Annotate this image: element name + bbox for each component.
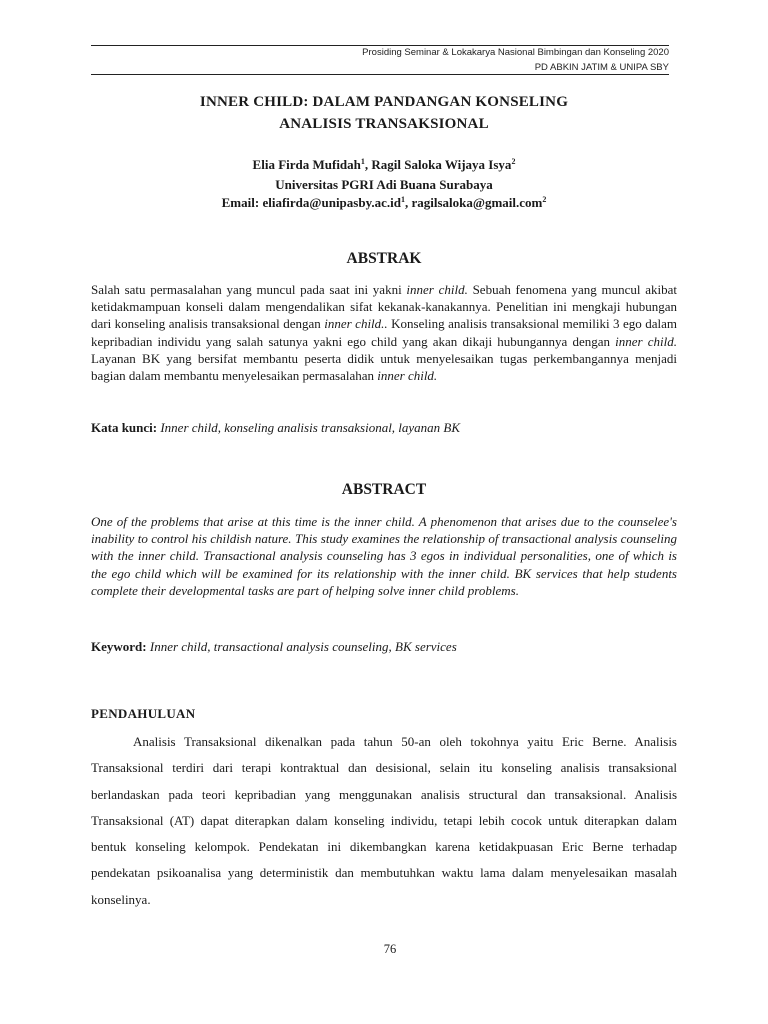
- header-proceedings-title: Prosiding Seminar & Lokakarya Nasional Bimbingan dan Konseling 2020: [362, 47, 669, 58]
- abstrak-italic-2: inner child..: [324, 316, 388, 332]
- paper-title-line-1: INNER CHILD: DALAM PANDANGAN KONSELING: [199, 94, 569, 110]
- abstract-paragraph: One of the problems that arise at this time is the inner child. A phenomenon that arises due to the counselee's inability to control his childish nature. This study examines the relationship of transactional analysis counseling with the inner child. Transactional analysis counseling has 3 egos in individual personalities, one of which is the ego child which will be examined for its relationship with the inner child. BK services that help students complete their developmental tasks are part of helping solve inner child problems.: [91, 514, 677, 598]
- affiliation: Universitas PGRI Adi Buana Surabaya: [275, 177, 493, 192]
- abstrak-italic-3: inner child.: [615, 333, 678, 349]
- email-1[interactable]: eliafirda@unipasby.ac.id: [262, 195, 401, 210]
- email-line: Email: $eliafirda@unipasby.ac.id^1$, ragilsaloka@gmail.com$^2$: [221, 195, 547, 210]
- header-publisher: PD ABKIN JATIM & UNIPA SBY: [534, 62, 669, 73]
- keyword: [91, 638, 677, 655]
- abstrak-text-1: Salah satu permasalahan yang muncul pada saat ini yakni: [91, 282, 407, 297]
- header-bottom-rule: [91, 74, 669, 75]
- abstrak-text-3: Konseling analisis transaksional memiliki 3 ego dalam kepribadian individu yang salah satunya yakni ego child yang akan dikaji hubungannya dengan: [91, 316, 678, 349]
- abstrak-italic-4: inner child.: [377, 368, 438, 384]
- keyword-label: Keyword:: [91, 639, 147, 654]
- abstrak-italic-1: inner child.: [406, 282, 468, 297]
- author-2-sup: 2: [511, 157, 516, 166]
- author-1-sup: 1: [360, 157, 365, 166]
- abstrak-text-2: Sebuah fenomena yang muncul akibat ketidakmampuan konseli dalam mengendalikan sifat kekanak-kanakannya. Penelitian ini mengkaji hubungan dari konseling analisis transaksional dengan: [91, 282, 678, 332]
- kata-kunci-text: Inner child, konseling analisis transaksional, layanan BK: [157, 420, 461, 435]
- author-1: Elia Firda Mufidah: [252, 157, 361, 172]
- kata-kunci-label: Kata kunci:: [91, 420, 158, 435]
- abstrak-text-4: Layanan BK yang bersifat membantu peserta didik untuk menyelesaikan tugas perkembangannya menjadi bagian dalam membantu menyelesaikan permasalahan: [91, 350, 677, 384]
- email-1-sup: 1: [400, 195, 405, 204]
- author-2: Ragil Saloka Wijaya Isya: [371, 157, 512, 172]
- abstrak-heading: ABSTRAK: [346, 250, 422, 267]
- abstrak-paragraph: [91, 281, 677, 384]
- email-2[interactable]: ragilsaloka@gmail.com: [411, 195, 543, 210]
- author-separator: ,: [364, 157, 372, 172]
- paper-title-line-2: ANALISIS TRANSAKSIONAL: [279, 116, 489, 132]
- header-top-rule: [91, 45, 669, 46]
- kata-kunci: [91, 419, 677, 436]
- email-2-sup: 2: [542, 195, 547, 204]
- pendahuluan-paragraph: Analisis Transaksional dikenalkan pada tahun 50-an oleh tokohnya yaitu Eric Berne. Analisis Transaksional terdiri dari terapi kontraktual dan desisional, selain itu konseling analisis transaksional berlandaskan pada teori kepribadian yang menggunakan analisis structural dan transaksional. Analisis Transaksional (AT) dapat diterapkan dalam konseling individu, tetapi lebih cocok untuk diterapkan dalam bentuk konseling kelompok. Pendekatan ini dikembangkan karena ketidakpuasan Eric Berne terhadap pendekatan psikoanalisa yang deterministik dan membutuhkan waktu lama dalam menyelesaikan masalah konselinya.: [91, 734, 677, 907]
- author-line: [91, 155, 677, 174]
- pendahuluan-heading: PENDAHULUAN: [91, 706, 196, 721]
- page-number: 76: [383, 942, 397, 956]
- keyword-text: Inner child, transactional analysis counseling, BK services: [146, 639, 457, 654]
- abstract-heading: ABSTRACT: [341, 481, 427, 498]
- email-prefix: Email:: [221, 195, 263, 210]
